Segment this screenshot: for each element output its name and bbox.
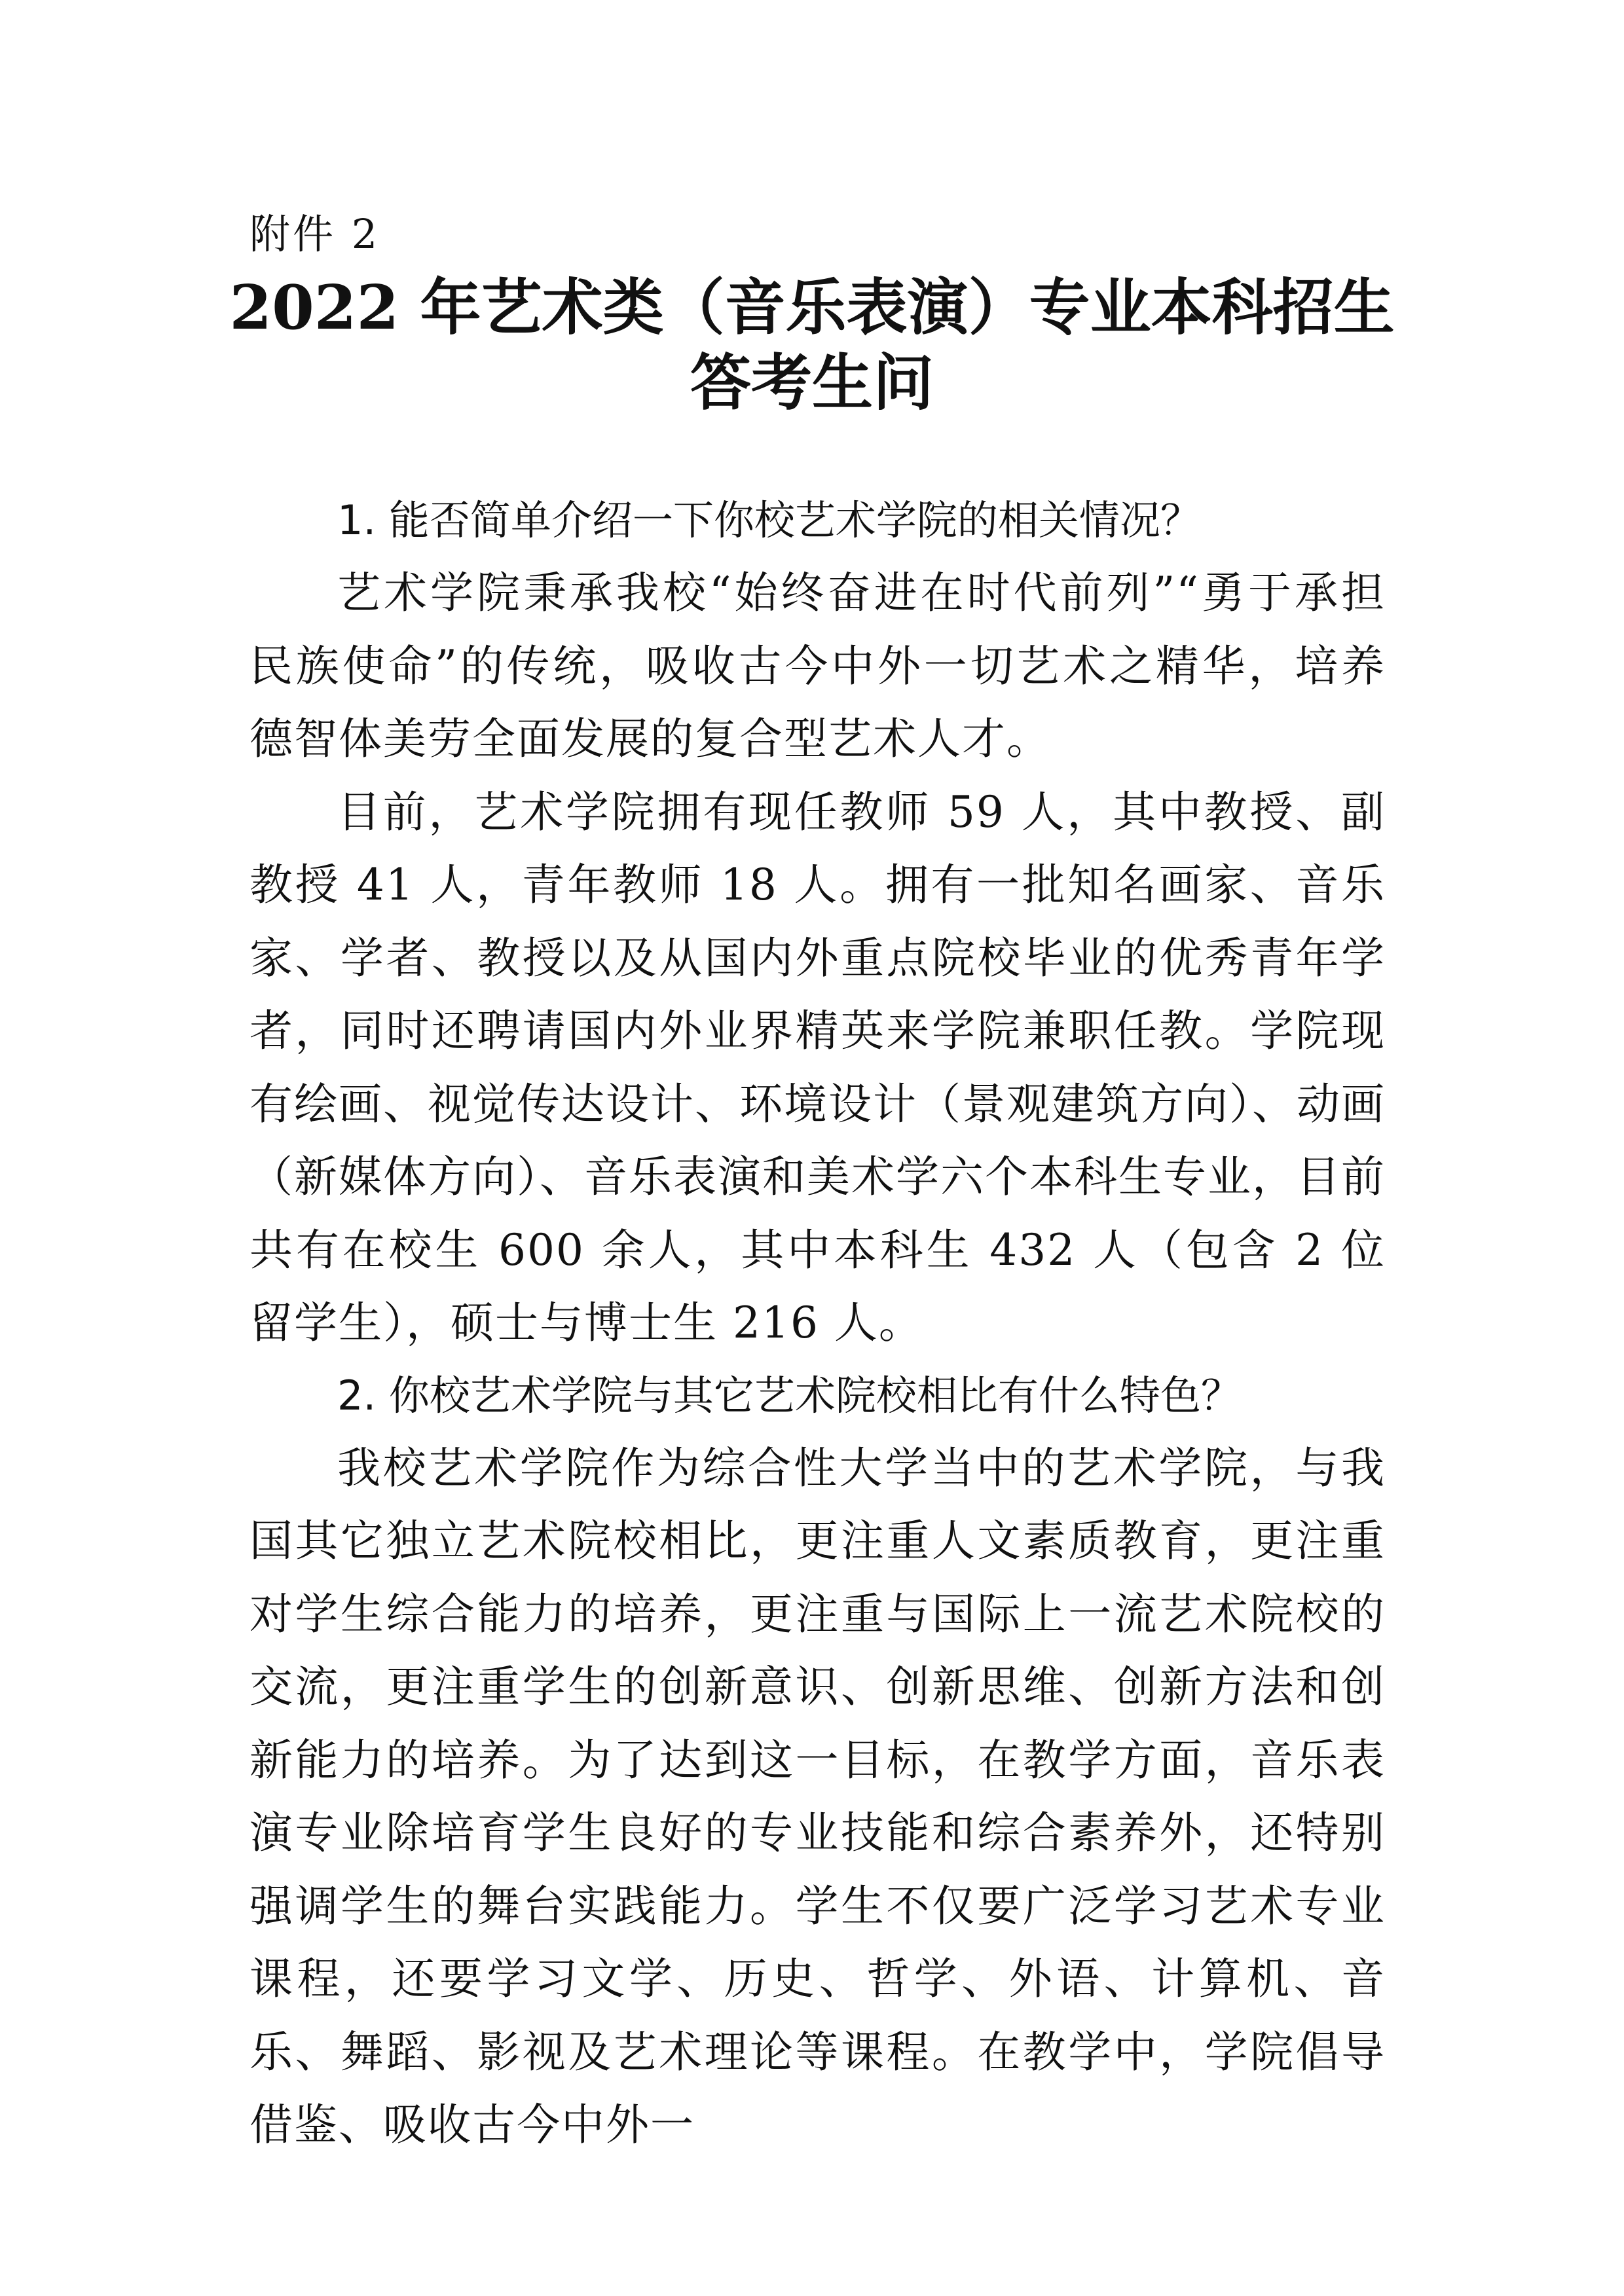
- document-body: [249, 484, 1386, 2162]
- answer-2-paragraph-1: 我校艺术学院作为综合性大学当中的艺术学院，与我国其它独立艺术院校相比，更注重人文素质教育，更注重对学生综合能力的培养，更注重与国际上一流艺术院校的交流，更注重学生的创新意识、创新思维、创新方法和创新能力的培养。为了达到这一目标，在教学方面，音乐表演专业除培育学生良好的专业技能和综合素养外，还特别强调学生的舞台实践能力。学生不仅要广泛学习艺术专业课程，还要学习文学、历史、哲学、外语、计算机、音乐、舞蹈、影视及艺术理论等课程。在教学中，学院倡导借鉴、吸收古今中外一: [249, 1442, 1386, 2150]
- document-title-line-2: 答考生问: [690, 347, 934, 418]
- question-1: 1. 能否简单介绍一下你校艺术学院的相关情况？: [337, 496, 1201, 544]
- question-2: 2. 你校艺术学院与其它艺术院校相比有什么特色？: [337, 1371, 1242, 1419]
- document-title-line-1: 2022 年艺术类（音乐表演）专业本科招生: [229, 272, 1395, 343]
- answer-1-paragraph-1: 艺术学院秉承我校“始终奋进在时代前列”“勇于承担民族使命”的传统，吸收古今中外一切艺术之精华，培养德智体美劳全面发展的复合型艺术人才。: [249, 568, 1386, 764]
- attachment-label: 附件 2: [249, 210, 380, 258]
- answer-1-paragraph-2: 目前，艺术学院拥有现任教师 59 人，其中教授、副教授 41 人，青年教师 18 人。拥有一批知名画家、音乐家、学者、教授以及从国内外重点院校毕业的优秀青年学者，同时还聘请国内外业界精英来学院兼职任教。学院现有绘画、视觉传达设计、环境设计（景观建筑方向）、动画（新媒体方向）、音乐表演和美术学六个本科生专业，目前共有在校生 600 余人，其中本科生 432 人（包含 2 位留学生），硕士与博士生 216 人。: [249, 786, 1386, 1348]
